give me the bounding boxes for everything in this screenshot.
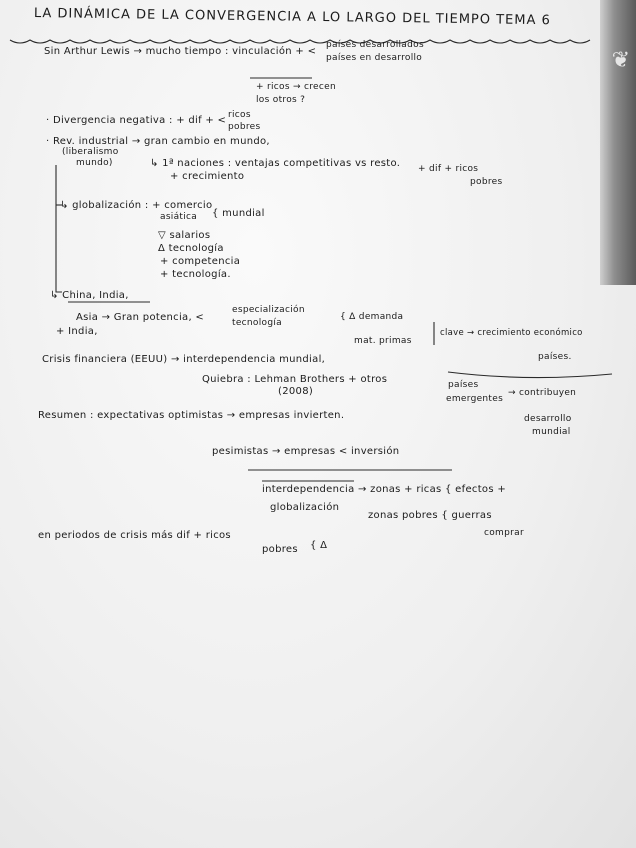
note-line-17f: países. xyxy=(538,352,572,362)
note-line-17b: tecnología xyxy=(232,318,282,328)
note-line-28b: pobres xyxy=(262,544,298,555)
note-line-17: Asia → Gran potencia, < xyxy=(76,312,205,323)
note-line-2: + ricos → crecen xyxy=(256,82,336,92)
note-line-4b: pobres xyxy=(228,122,261,132)
note-line-1: Sin Arthur Lewis → mucho tiempo : vinculación + < xyxy=(44,46,317,57)
note-line-10b: { mundial xyxy=(212,208,265,219)
note-line-1a: países desarrollados xyxy=(326,40,424,50)
note-line-22: países xyxy=(448,380,479,390)
note-line-19: Crisis financiera (EEUU) → interdependencia mundial, xyxy=(42,354,326,365)
note-line-27b: zonas pobres { guerras xyxy=(368,510,492,521)
note-line-16: ↳ China, India, xyxy=(50,290,129,301)
note-line-7: mundo) xyxy=(76,158,113,168)
note-line-17e: clave → crecimiento económico xyxy=(440,328,583,338)
note-line-13: Δ tecnología xyxy=(158,243,224,254)
note-line-6: (liberalismo xyxy=(62,147,119,157)
note-line-5: · Rev. industrial → gran cambio en mundo, xyxy=(46,136,270,147)
note-line-27: globalización xyxy=(270,502,340,513)
note-line-8b: + dif + ricos xyxy=(418,164,479,174)
note-line-17d: mat. primas xyxy=(354,336,412,346)
note-line-14: + competencia xyxy=(160,256,241,267)
note-line-8c: pobres xyxy=(470,177,503,187)
note-line-20: Quiebra : Lehman Brothers + otros xyxy=(202,374,388,385)
note-line-11: asiática xyxy=(160,212,198,222)
note-line-4a: ricos xyxy=(228,110,251,120)
note-line-24: Resumen : expectativas optimistas → empresas invierten. xyxy=(38,410,345,421)
note-line-26: interdependencia → zonas + ricas { efectos + xyxy=(262,484,506,495)
note-line-9: + crecimiento xyxy=(170,171,245,182)
note-line-12: ▽ salarios xyxy=(158,230,211,241)
note-line-23: emergentes xyxy=(446,394,504,404)
note-line-27c: comprar xyxy=(484,528,524,538)
note-line-23c: desarrollo xyxy=(524,414,572,424)
note-line-21: (2008) xyxy=(278,386,314,397)
note-line-3: los otros ? xyxy=(256,95,306,105)
note-line-28: en periodos de crisis más dif + ricos xyxy=(38,530,231,541)
note-line-8: ↳ 1ª naciones : ventajas competitivas vs resto. xyxy=(150,158,401,169)
note-line-25: pesimistas → empresas < inversión xyxy=(212,446,400,457)
photo-glyph: ❦ xyxy=(611,48,630,73)
page-title: LA DINÁMICA DE LA CONVERGENCIA A LO LARGO DEL TIEMPO TEMA 6 xyxy=(33,6,551,29)
note-line-4: · Divergencia negativa : + dif + < xyxy=(46,115,227,126)
note-line-23d: mundial xyxy=(532,427,571,437)
note-line-17a: especialización xyxy=(232,305,305,315)
note-line-10: ↳ globalización : + comercio xyxy=(60,200,213,211)
note-line-28c: { Δ xyxy=(310,540,328,551)
note-line-18: + India, xyxy=(56,326,98,337)
note-line-23b: → contribuyen xyxy=(508,388,577,398)
note-line-15: + tecnología. xyxy=(160,269,231,280)
note-line-17c: { Δ demanda xyxy=(340,312,404,322)
note-line-1b: países en desarrollo xyxy=(326,53,423,63)
